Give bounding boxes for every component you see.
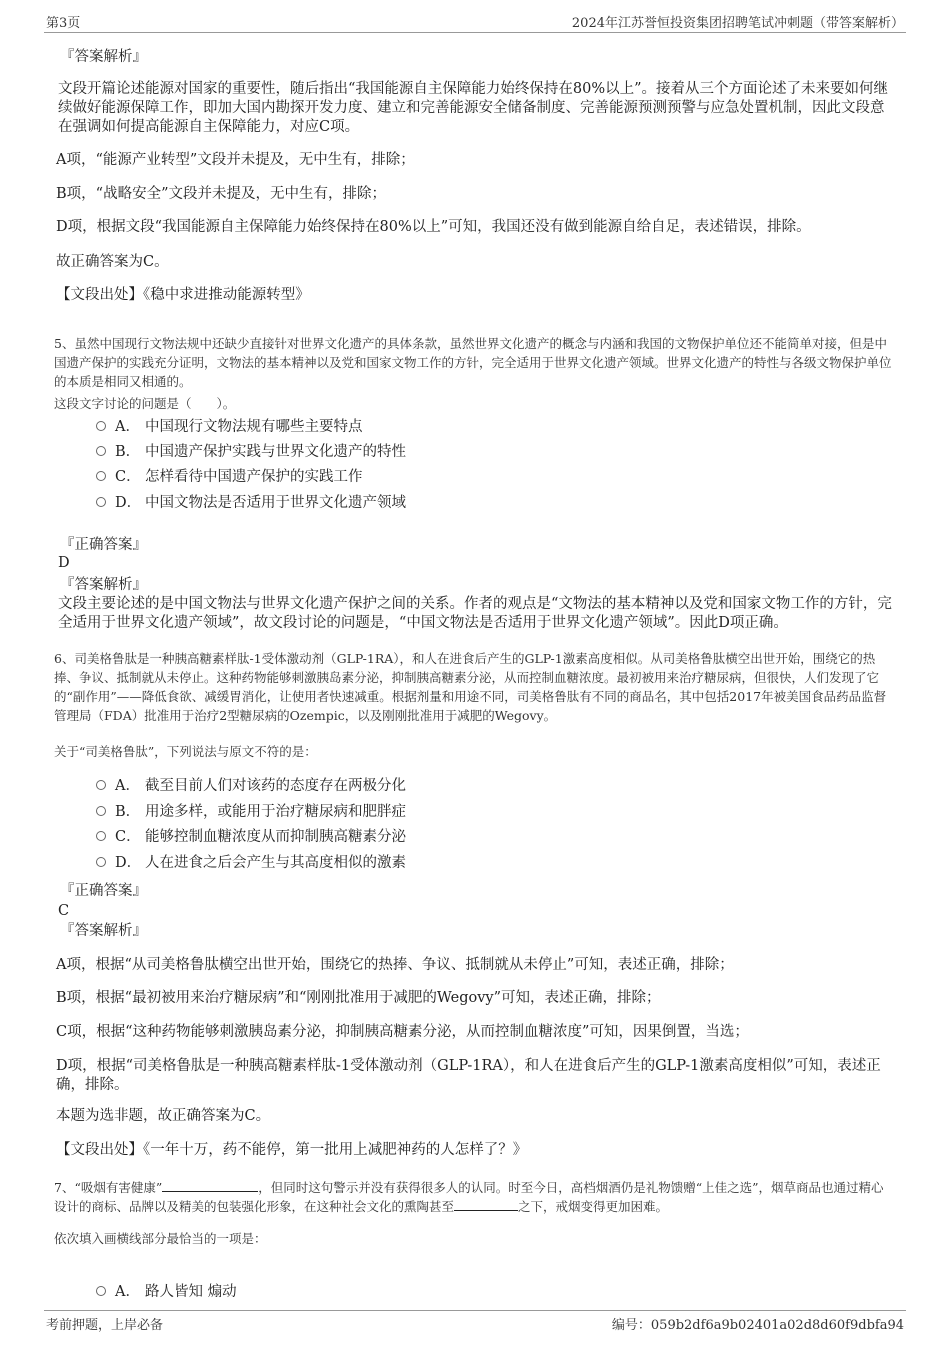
radio-icon[interactable] [96, 471, 106, 481]
option-text: 路人皆知 煽动 [145, 1284, 237, 1300]
q6-analysis-label: 『答案解析』 [60, 923, 147, 939]
q6-option-b-explanation: B项，根据“最初被用来治疗糖尿病”和“刚刚批准用于减肥的Wegovy”可知，表述正确，排除； [56, 990, 661, 1006]
q4-analysis-label: 『答案解析』 [60, 49, 147, 65]
option-text: 中国现行文物法规有哪些主要特点 [145, 419, 363, 435]
radio-icon[interactable] [96, 446, 106, 456]
fill-blank-1 [162, 1179, 258, 1192]
q4-option-d-explanation: D项，根据文段“我国能源自主保障能力始终保持在80%以上”可知，我国还没有做到能源自给自足，表述错误，排除。 [56, 219, 811, 235]
fill-blank-2 [454, 1198, 518, 1211]
option-text: 中国遗产保护实践与世界文化遗产的特性 [145, 444, 406, 460]
option-text: 能够控制血糖浓度从而抑制胰高糖素分泌 [145, 829, 406, 845]
q4-option-b-explanation: B项，“战略安全”文段并未提及，无中生有，排除； [56, 186, 386, 202]
document-code: 编号：059b2df6a9b02401a02d8d60f9dbfa94 [611, 1318, 904, 1333]
q4-conclusion: 故正确答案为C。 [56, 254, 169, 270]
q4-analysis-paragraph: 文段开篇论述能源对国家的重要性，随后指出“我国能源自主保障能力始终保持在80%以上”。接着从三个方面论述了未来要如何继续做好能源保障工作，即加大国内勘探开发力度、建立和完善能源安全储备制度、完善能源预测预警与应急处置机制，因此文段意在强调如何提高能源自主保障能力，对应C项。 [58, 81, 889, 135]
q7-option-a[interactable] [96, 1283, 237, 1302]
q7-stem-part1: 7、“吸烟有害健康” [54, 1180, 163, 1195]
option-letter: B． [115, 444, 141, 460]
option-text: 怎样看待中国遗产保护的实践工作 [145, 469, 363, 485]
q6-stem: 6、司美格鲁肽是一种胰高糖素样肽-1受体激动剂（GLP-1RA），和人在进食后产生的GLP-1激素高度相似。从司美格鲁肽横空出世开始，围绕它的热捧、争议、抵制就从未停止。这种药物能够刺激胰岛素分泌，抑制胰高糖素分泌，从而控制血糖浓度。最初被用来治疗糖尿病，但很快，人们发现了它的“副作用”——降低食欲、减缓胃消化，让使用者快速减重。根据剂量和用途不同，司美格鲁肽有不同的商品名，其中包括2017年被美国食品药品监督管理局（FDA）批准用于治疗2型糖尿病的Ozempic，以及刚刚批准用于减肥的Wegovy。 [54, 651, 887, 723]
q5-stem: 5、虽然中国现行文物法规中还缺少直接针对世界文化遗产的具体条款，虽然世界文化遗产的概念与内涵和我国的文物保护单位还不能简单对接，但是中国遗产保护的实践充分证明，文物法的基本精神以及党和国家文物工作的方针，完全适用于世界文化遗产领域。世界文化遗产的特性与各级文物保护单位的本质是相同又相通的。 [54, 336, 892, 389]
option-text: 人在进食之后会产生与其高度相似的激素 [145, 855, 406, 871]
radio-icon[interactable] [96, 780, 106, 790]
page-header [44, 12, 906, 33]
option-letter: A． [115, 778, 140, 794]
option-text: 用途多样，或能用于治疗糖尿病和肥胖症 [145, 804, 406, 820]
option-letter: B． [115, 804, 141, 820]
q5-correct-label: 『正确答案』 [60, 537, 147, 553]
q7-stem [54, 1178, 894, 1216]
radio-icon[interactable] [96, 497, 106, 507]
option-letter: D． [115, 855, 142, 871]
document-title: 2024年江苏誉恒投资集团招聘笔试冲刺题（带答案解析） [571, 16, 904, 31]
q6-option-b[interactable] [96, 803, 406, 822]
page-footer [44, 1310, 906, 1335]
option-letter: C． [115, 829, 141, 845]
q6-option-a[interactable] [96, 777, 406, 796]
q6-question: 关于“司美格鲁肽”，下列说法与原文不符的是： [54, 744, 317, 759]
option-letter: C． [115, 469, 141, 485]
radio-icon[interactable] [96, 421, 106, 431]
q4-source: 【文段出处】《稳中求进推动能源转型》 [56, 287, 310, 303]
q7-question: 依次填入画横线部分最恰当的一项是： [54, 1231, 267, 1246]
q4-option-a-explanation: A项，“能源产业转型”文段并未提及，无中生有，排除； [56, 152, 415, 168]
option-letter: A． [115, 1284, 140, 1300]
radio-icon[interactable] [96, 1286, 106, 1296]
q6-option-d[interactable] [96, 854, 406, 873]
radio-icon[interactable] [96, 806, 106, 816]
option-text: 中国文物法是否适用于世界文化遗产领域 [145, 495, 406, 511]
q7-stem-part3: 之下，戒烟变得更加困难。 [518, 1199, 669, 1214]
q6-source: 【文段出处】《一年十万，药不能停，第一批用上减肥神药的人怎样了？》 [56, 1142, 528, 1158]
q5-option-a[interactable] [96, 418, 363, 437]
q5-question: 这段文字讨论的问题是（ ）。 [54, 396, 236, 411]
option-text: 截至目前人们对该药的态度存在两极分化 [145, 778, 406, 794]
q5-option-c[interactable] [96, 468, 363, 487]
footer-slogan: 考前押题，上岸必备 [46, 1318, 164, 1333]
page-number: 第3页 [46, 16, 81, 31]
q7-stem-part2: ，但同时这句警示并没有获得很多人的认同。时至今日，高档烟酒仍是礼物馈赠“上佳之选”，烟草商品也通过精心设计的商标、品牌以及精美的包装强化形象，在这种社会文化的熏陶甚至 [54, 1180, 884, 1214]
q6-correct-label: 『正确答案』 [60, 883, 147, 899]
q6-option-d-explanation: D项，根据“司美格鲁肽是一种胰高糖素样肽-1受体激动剂（GLP-1RA），和人在进食后产生的GLP-1激素高度相似”可知，表述正确，排除。 [56, 1058, 881, 1093]
q5-analysis: 文段主要论述的是中国文物法与世界文化遗产保护之间的关系。作者的观点是“文物法的基本精神以及党和国家文物工作的方针，完全适用于世界文化遗产领域”，故文段讨论的问题是，“中国文物法是否适用于世界文化遗产领域”。因此D项正确。 [58, 596, 892, 631]
q6-correct-answer: C [58, 903, 70, 919]
q6-conclusion: 本题为选非题，故正确答案为C。 [56, 1108, 271, 1124]
q5-option-d[interactable] [96, 494, 406, 513]
option-letter: D． [115, 495, 142, 511]
q6-option-c-explanation: C项，根据“这种药物能够刺激胰岛素分泌，抑制胰高糖素分泌，从而控制血糖浓度”可知，因果倒置，当选； [56, 1024, 749, 1040]
q5-correct-answer: D [58, 555, 70, 571]
q6-option-a-explanation: A项，根据“从司美格鲁肽横空出世开始，围绕它的热捧、争议、抵制就从未停止”可知，表述正确，排除； [56, 957, 734, 973]
option-letter: A． [115, 419, 140, 435]
radio-icon[interactable] [96, 857, 106, 867]
q5-option-b[interactable] [96, 443, 406, 462]
radio-icon[interactable] [96, 831, 106, 841]
q5-analysis-label: 『答案解析』 [60, 577, 147, 593]
q6-option-c[interactable] [96, 828, 406, 847]
